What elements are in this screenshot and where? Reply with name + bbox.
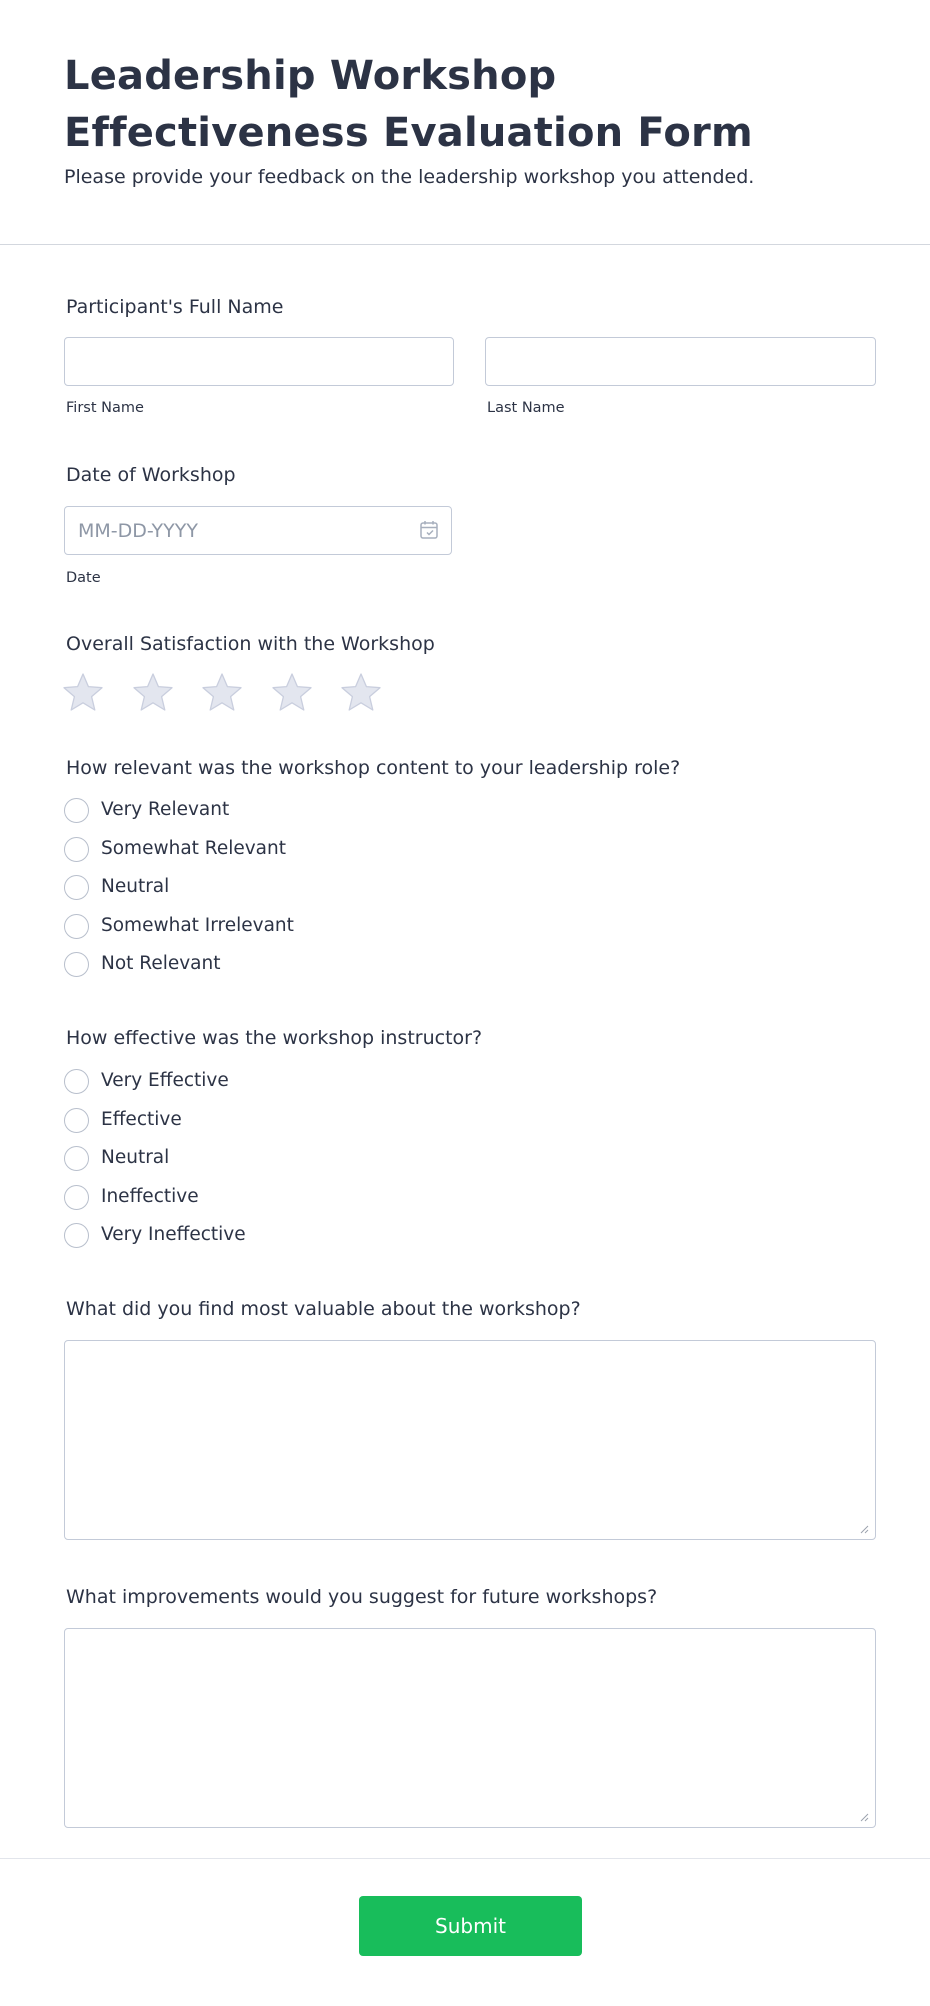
relevance-option[interactable] xyxy=(64,950,464,980)
improvements-label: What improvements would you suggest for future workshops? xyxy=(66,1586,658,1608)
valuable-label: What did you find most valuable about the workshop? xyxy=(66,1298,581,1320)
resize-grip-icon[interactable] xyxy=(860,1813,869,1822)
instructor-option-label: Neutral xyxy=(101,1147,170,1168)
relevance-option-label: Very Relevant xyxy=(101,799,230,820)
last-name-input[interactable] xyxy=(485,337,876,386)
date-field xyxy=(64,506,452,555)
radio-button[interactable] xyxy=(64,1223,89,1248)
valuable-textarea[interactable] xyxy=(64,1340,876,1540)
relevance-option[interactable] xyxy=(64,873,464,903)
relevance-option[interactable] xyxy=(64,912,464,942)
star-icon[interactable] xyxy=(271,672,313,714)
instructor-option-label: Ineffective xyxy=(101,1185,199,1207)
star-icon[interactable] xyxy=(62,672,104,714)
relevance-option-label: Neutral xyxy=(101,876,170,897)
relevance-option-label: Somewhat Relevant xyxy=(101,837,286,859)
relevance-option[interactable] xyxy=(64,796,464,826)
radio-button[interactable] xyxy=(64,1185,89,1210)
radio-button[interactable] xyxy=(64,1108,89,1133)
first-name-sublabel: First Name xyxy=(66,400,144,416)
radio-button[interactable] xyxy=(64,837,89,862)
improvements-textarea[interactable] xyxy=(64,1628,876,1828)
footer-divider xyxy=(0,1858,930,1859)
full-name-label: Participant's Full Name xyxy=(66,296,284,318)
resize-grip-icon[interactable] xyxy=(860,1525,869,1534)
star-icon[interactable] xyxy=(340,672,382,714)
relevance-option[interactable] xyxy=(64,835,464,865)
date-input[interactable] xyxy=(64,506,452,555)
star-icon[interactable] xyxy=(132,672,174,714)
instructor-option[interactable] xyxy=(64,1183,464,1213)
instructor-label: How effective was the workshop instructor? xyxy=(66,1027,483,1049)
date-label: Date of Workshop xyxy=(66,464,236,486)
form-header xyxy=(0,0,930,245)
form-title: Leadership Workshop Effectiveness Evaluation Form xyxy=(64,53,753,156)
submit-button[interactable]: Submit xyxy=(359,1896,582,1956)
instructor-option[interactable] xyxy=(64,1221,464,1251)
relevance-option-label: Not Relevant xyxy=(101,953,221,974)
star-icon[interactable] xyxy=(201,672,243,714)
instructor-option[interactable] xyxy=(64,1144,464,1174)
first-name-input[interactable] xyxy=(64,337,454,386)
instructor-option-label: Very Effective xyxy=(101,1070,229,1091)
date-sublabel: Date xyxy=(66,570,101,586)
satisfaction-label: Overall Satisfaction with the Workshop xyxy=(66,633,435,655)
relevance-label: How relevant was the workshop content to your leadership role? xyxy=(66,757,681,779)
radio-button[interactable] xyxy=(64,875,89,900)
radio-button[interactable] xyxy=(64,1146,89,1171)
form-subtitle: Please provide your feedback on the leadership workshop you attended. xyxy=(64,166,755,188)
last-name-sublabel: Last Name xyxy=(487,400,565,416)
radio-button[interactable] xyxy=(64,798,89,823)
instructor-option-label: Effective xyxy=(101,1108,182,1130)
relevance-option-label: Somewhat Irrelevant xyxy=(101,914,294,936)
radio-button[interactable] xyxy=(64,952,89,977)
instructor-option-label: Very Ineffective xyxy=(101,1224,246,1245)
instructor-option[interactable] xyxy=(64,1067,464,1097)
radio-button[interactable] xyxy=(64,1069,89,1094)
instructor-option[interactable] xyxy=(64,1106,464,1136)
calendar-icon[interactable] xyxy=(420,520,438,539)
radio-button[interactable] xyxy=(64,914,89,939)
